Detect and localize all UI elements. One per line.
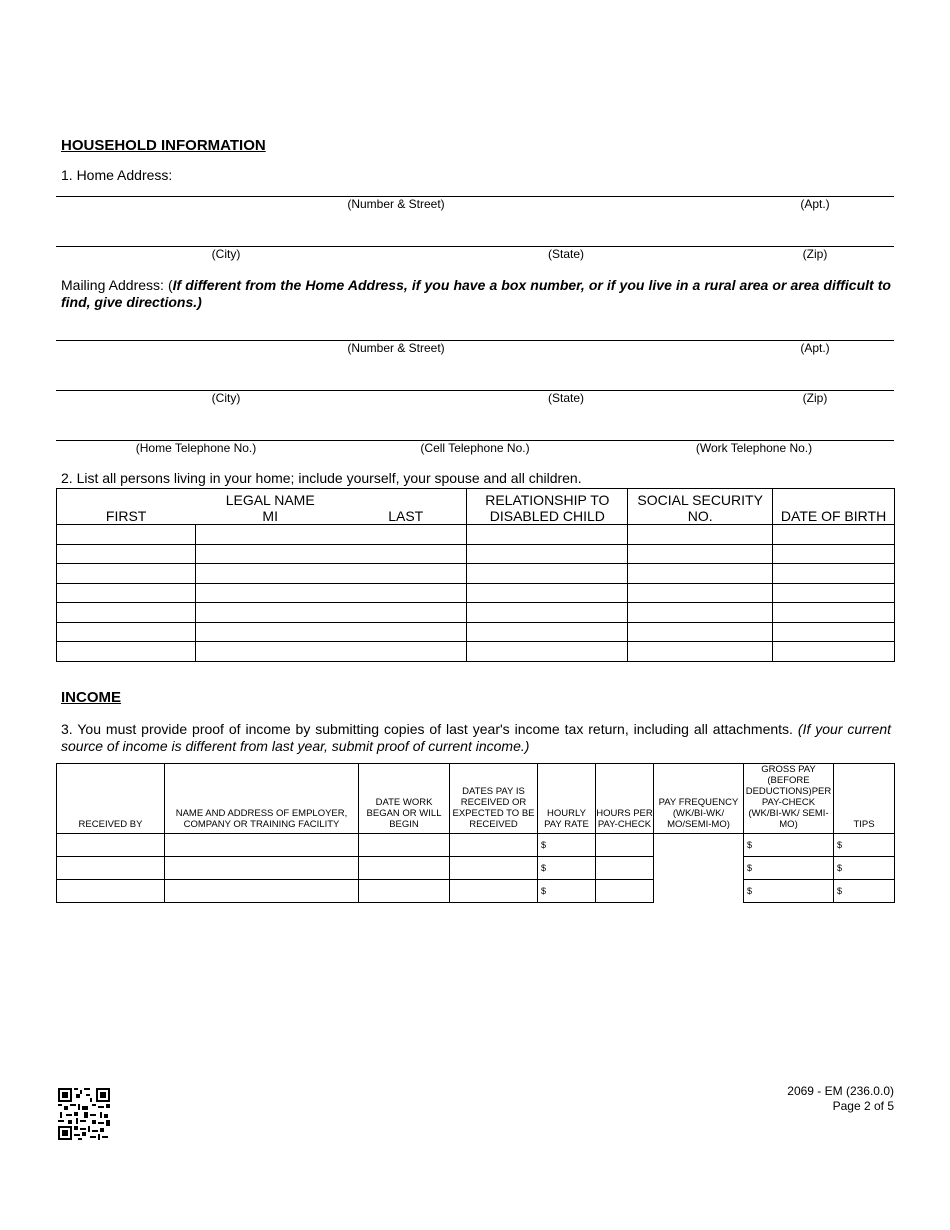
- home-zip-caption: (Zip): [802, 247, 828, 261]
- gross-pay-cell[interactable]: $: [744, 857, 834, 880]
- dob-cell[interactable]: [773, 642, 895, 662]
- header-ssn: SOCIAL SECURITY NO.: [628, 489, 773, 525]
- received-by-cell[interactable]: [57, 857, 165, 880]
- first-name-cell[interactable]: [57, 544, 196, 564]
- mailing-address-note: If different from the Home Address, if you have a box number, or if you live in a rural area or area difficult to find, give directions.): [61, 277, 891, 310]
- table-row: [57, 622, 895, 642]
- date-work-cell[interactable]: [359, 857, 450, 880]
- tips-cell[interactable]: $: [834, 834, 895, 857]
- mailing-address-label: Mailing Address: (: [61, 277, 173, 293]
- employer-cell[interactable]: [165, 857, 359, 880]
- table-row: [57, 564, 895, 584]
- date-work-cell[interactable]: [359, 834, 450, 857]
- income-proof-text: 3. You must provide proof of income by submitting copies of last year's income tax return, including all attachments.: [61, 721, 793, 737]
- dates-pay-cell[interactable]: [450, 880, 538, 903]
- received-by-cell[interactable]: [57, 880, 165, 903]
- last-name-cell[interactable]: [345, 642, 467, 662]
- dob-cell[interactable]: [773, 564, 895, 584]
- table-row: [57, 834, 895, 857]
- table-row: [57, 603, 895, 623]
- hours-cell[interactable]: [596, 834, 654, 857]
- pay-frequency-cell[interactable]: [654, 857, 744, 880]
- dob-cell[interactable]: [773, 525, 895, 545]
- employer-cell[interactable]: [165, 880, 359, 903]
- first-name-cell[interactable]: [57, 622, 196, 642]
- tips-cell[interactable]: $: [834, 857, 895, 880]
- last-name-cell[interactable]: [345, 583, 467, 603]
- work-phone-caption: (Work Telephone No.): [695, 441, 813, 455]
- form-number: 2069 - EM (236.0.0): [787, 1084, 894, 1098]
- mi-cell[interactable]: [195, 583, 345, 603]
- first-name-cell[interactable]: [57, 564, 196, 584]
- dates-pay-cell[interactable]: [450, 857, 538, 880]
- dob-cell[interactable]: [773, 603, 895, 623]
- dob-cell[interactable]: [773, 583, 895, 603]
- header-last: LAST: [345, 489, 467, 525]
- household-members-table: [56, 488, 895, 662]
- relationship-cell[interactable]: [467, 564, 628, 584]
- mail-street-caption: (Number & Street): [347, 341, 445, 355]
- first-name-cell[interactable]: [57, 603, 196, 623]
- gross-pay-cell[interactable]: $: [744, 880, 834, 903]
- dob-cell[interactable]: [773, 622, 895, 642]
- mail-city-line[interactable]: [56, 390, 894, 391]
- last-name-cell[interactable]: [345, 622, 467, 642]
- header-received-by: RECEIVED BY: [57, 764, 165, 834]
- mi-cell[interactable]: [195, 525, 345, 545]
- hourly-rate-cell[interactable]: $: [538, 834, 596, 857]
- household-section-title: HOUSEHOLD INFORMATION: [61, 137, 266, 154]
- relationship-cell[interactable]: [467, 583, 628, 603]
- mi-cell[interactable]: [195, 564, 345, 584]
- header-legal-name: LEGAL NAME: [225, 492, 315, 508]
- table-row: [57, 525, 895, 545]
- home-phone-caption: (Home Telephone No.): [135, 441, 257, 455]
- ssn-cell[interactable]: [628, 642, 773, 662]
- header-employer: NAME AND ADDRESS OF EMPLOYER, COMPANY OR TRAINING FACILITY: [165, 764, 359, 834]
- header-hours: HOURS PER PAY-CHECK: [596, 764, 654, 834]
- qr-code-icon: [58, 1088, 110, 1140]
- relationship-cell[interactable]: [467, 603, 628, 623]
- header-dates-pay: DATES PAY IS RECEIVED OR EXPECTED TO BE RECEIVED: [450, 764, 538, 834]
- mail-street-line[interactable]: [56, 340, 894, 341]
- header-hourly-rate: HOURLY PAY RATE: [538, 764, 596, 834]
- first-name-cell[interactable]: [57, 642, 196, 662]
- last-name-cell[interactable]: [345, 544, 467, 564]
- hours-cell[interactable]: [596, 880, 654, 903]
- header-tips: TIPS: [834, 764, 895, 834]
- hourly-rate-cell[interactable]: $: [538, 857, 596, 880]
- first-name-cell[interactable]: [57, 525, 196, 545]
- ssn-cell[interactable]: [628, 583, 773, 603]
- ssn-cell[interactable]: [628, 622, 773, 642]
- received-by-cell[interactable]: [57, 834, 165, 857]
- ssn-cell[interactable]: [628, 564, 773, 584]
- pay-frequency-cell[interactable]: [654, 834, 744, 857]
- ssn-cell[interactable]: [628, 603, 773, 623]
- last-name-cell[interactable]: [345, 525, 467, 545]
- mi-cell[interactable]: [195, 603, 345, 623]
- gross-pay-cell[interactable]: $: [744, 834, 834, 857]
- household-members-question: 2. List all persons living in your home; include yourself, your spouse and all children.: [61, 470, 582, 486]
- cell-phone-caption: (Cell Telephone No.): [420, 441, 530, 455]
- relationship-cell[interactable]: [467, 525, 628, 545]
- table-row: [57, 857, 895, 880]
- header-gross-pay: GROSS PAY (BEFORE DEDUCTIONS)PER PAY-CHECK (WK/BI-WK/ SEMI-MO): [744, 764, 834, 834]
- table-row: [57, 583, 895, 603]
- home-city-caption: (City): [211, 247, 241, 261]
- page-number: Page 2 of 5: [832, 1099, 894, 1113]
- mi-cell[interactable]: [195, 622, 345, 642]
- header-pay-frequency: PAY FREQUENCY (WK/BI-WK/ MO/SEMI-MO): [654, 764, 744, 834]
- mail-state-caption: (State): [547, 391, 585, 405]
- relationship-cell[interactable]: [467, 544, 628, 564]
- employer-cell[interactable]: [165, 834, 359, 857]
- mail-city-caption: (City): [211, 391, 241, 405]
- home-street-line[interactable]: [56, 196, 894, 197]
- pay-frequency-cell[interactable]: [654, 880, 744, 903]
- header-dob: DATE OF BIRTH: [773, 489, 895, 525]
- table-row: [57, 544, 895, 564]
- table-row: [57, 642, 895, 662]
- tips-cell[interactable]: $: [834, 880, 895, 903]
- ssn-cell[interactable]: [628, 525, 773, 545]
- mi-cell[interactable]: [195, 642, 345, 662]
- relationship-cell[interactable]: [467, 642, 628, 662]
- home-address-label: 1. Home Address:: [61, 167, 173, 183]
- first-name-cell[interactable]: [57, 583, 196, 603]
- home-apt-caption: (Apt.): [800, 197, 830, 211]
- hourly-rate-cell[interactable]: $: [538, 880, 596, 903]
- income-section-title: INCOME: [61, 689, 121, 706]
- last-name-cell[interactable]: [345, 564, 467, 584]
- mailing-address-instructions: [61, 277, 891, 311]
- header-mi: LEGAL NAME MI: [195, 489, 345, 525]
- header-date-work: DATE WORK BEGAN OR WILL BEGIN: [359, 764, 450, 834]
- mail-zip-caption: (Zip): [802, 391, 828, 405]
- home-street-caption: (Number & Street): [347, 197, 445, 211]
- mail-apt-caption: (Apt.): [800, 341, 830, 355]
- mi-cell[interactable]: [195, 544, 345, 564]
- home-city-line[interactable]: [56, 246, 894, 247]
- income-proof-instructions: [61, 721, 891, 755]
- ssn-cell[interactable]: [628, 544, 773, 564]
- date-work-cell[interactable]: [359, 880, 450, 903]
- dob-cell[interactable]: [773, 544, 895, 564]
- table-row: [57, 880, 895, 903]
- income-table: [56, 763, 895, 903]
- hours-cell[interactable]: [596, 857, 654, 880]
- dates-pay-cell[interactable]: [450, 834, 538, 857]
- header-relationship: RELATIONSHIP TO DISABLED CHILD: [467, 489, 628, 525]
- header-first: FIRST: [57, 489, 196, 525]
- last-name-cell[interactable]: [345, 603, 467, 623]
- home-state-caption: (State): [547, 247, 585, 261]
- relationship-cell[interactable]: [467, 622, 628, 642]
- income-proof-note: (If your current source of income is different from last year, submit proof of current income.): [61, 721, 892, 754]
